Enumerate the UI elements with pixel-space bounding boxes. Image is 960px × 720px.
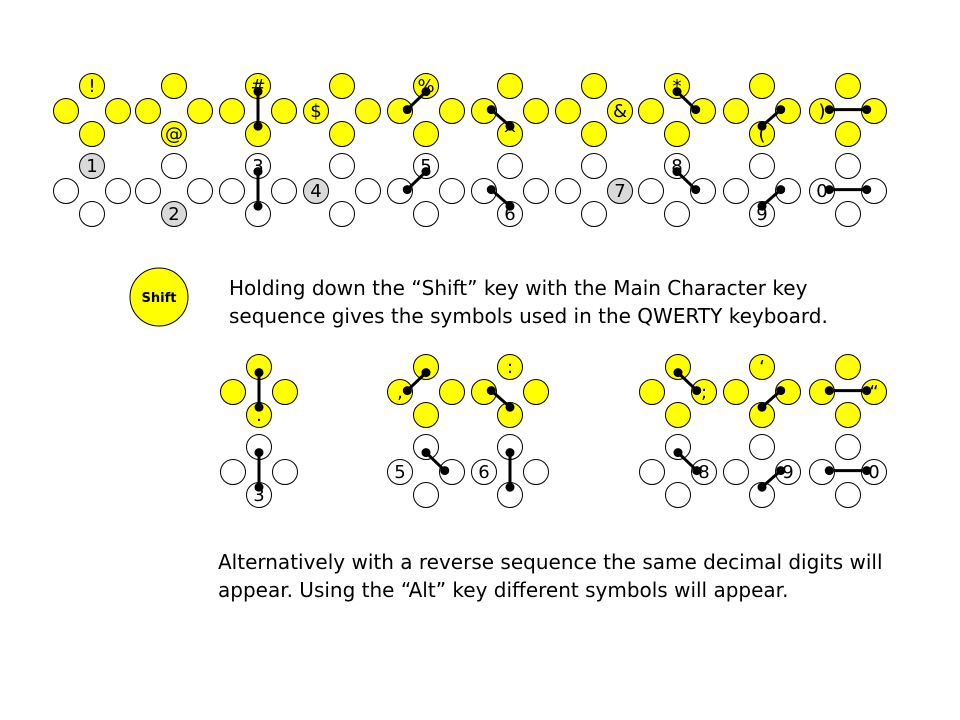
key-circle-t (330, 74, 355, 99)
digit-cluster (304, 154, 381, 227)
stroke-dot (506, 483, 515, 492)
shift-symbol-cluster (220, 74, 297, 147)
key-label: 9 (782, 462, 794, 483)
stroke-dot (674, 368, 683, 377)
key-circle-r (106, 99, 131, 124)
key-circle-b (836, 122, 861, 147)
key-circle-r (440, 99, 465, 124)
key-circle-b (414, 483, 439, 508)
key-circle-b (836, 403, 861, 428)
alt-symbol-cluster (724, 355, 801, 428)
stroke-dot (422, 368, 431, 377)
digit-cluster (54, 154, 131, 227)
stroke-dot (506, 403, 515, 412)
digit-cluster (472, 154, 549, 227)
key-label: ) (818, 101, 826, 122)
alt-symbol-cluster (221, 355, 298, 428)
key-circle-t (836, 355, 861, 380)
key-circle-l (724, 380, 749, 405)
key-circle-l (221, 380, 246, 405)
key-label: 5 (420, 156, 432, 177)
shift-symbol-cluster (304, 74, 381, 147)
alt-digit-cluster (472, 435, 549, 508)
key-circle-r (273, 380, 298, 405)
key-label: 8 (671, 156, 683, 177)
stroke-dot (254, 122, 263, 131)
key-label: ^ (502, 124, 518, 145)
key-label: “ (869, 382, 879, 403)
key-circle-l (640, 380, 665, 405)
key-circle-l (639, 99, 664, 124)
shift-symbol-cluster (472, 74, 549, 147)
key-label: 8 (698, 462, 710, 483)
stroke-dot (862, 105, 871, 114)
key-circle-t (162, 154, 187, 179)
key-circle-t (750, 154, 775, 179)
key-circle-l (724, 179, 749, 204)
stroke-dot (254, 202, 263, 211)
key-circle-t (836, 435, 861, 460)
alt-digit-cluster (388, 435, 465, 508)
key-circle-b (80, 122, 105, 147)
stroke-dot (403, 386, 412, 395)
key-label: ( (758, 124, 766, 145)
stroke-dot (691, 105, 700, 114)
key-circle-b (582, 122, 607, 147)
shift-description: Holding down the “Shift” key with the Main Character key sequence gives the symbols used in the QWERTY keyboard. (229, 276, 828, 328)
key-circle-l (136, 179, 161, 204)
stroke-dot (758, 403, 767, 412)
key-label: # (250, 76, 266, 97)
stroke-dot (403, 105, 412, 114)
key-circle-l (639, 179, 664, 204)
digit-cluster (724, 154, 801, 227)
stroke-dot (487, 105, 496, 114)
stroke-dot (506, 448, 515, 457)
digit-cluster (810, 154, 887, 227)
key-label: @ (165, 124, 183, 145)
key-circle-l (220, 179, 245, 204)
stroke-dot (825, 466, 834, 475)
key-circle-l (556, 179, 581, 204)
key-circle-b (330, 122, 355, 147)
key-circle-t (750, 74, 775, 99)
stroke-dot (758, 483, 767, 492)
shift-symbol-cluster (724, 74, 801, 147)
key-circle-l (640, 460, 665, 485)
key-circle-l (54, 179, 79, 204)
alt-symbol-cluster (640, 355, 717, 428)
key-label: 5 (394, 462, 406, 483)
key-circle-b (665, 202, 690, 227)
key-circle-r (188, 99, 213, 124)
key-circle-r (440, 179, 465, 204)
stroke-dot (691, 185, 700, 194)
key-label: . (256, 405, 262, 426)
stroke-dot (403, 185, 412, 194)
shift-symbol-cluster (556, 74, 633, 147)
key-label: & (612, 101, 628, 122)
digit-cluster (639, 154, 716, 227)
key-circle-b (80, 202, 105, 227)
key-label: $ (310, 101, 322, 122)
alt-symbol-cluster (388, 355, 465, 428)
stroke-dot (825, 386, 834, 395)
key-label: : (506, 357, 514, 378)
stroke-dot (255, 448, 264, 457)
key-label: 6 (504, 204, 516, 225)
key-circle-r (106, 179, 131, 204)
key-label: 9 (756, 204, 768, 225)
shift-key-label: Shift (141, 291, 177, 306)
key-label: ! (88, 76, 96, 97)
key-circle-r (440, 380, 465, 405)
key-circle-r (524, 179, 549, 204)
key-circle-b (330, 202, 355, 227)
key-circle-r (188, 179, 213, 204)
stroke-dot (776, 386, 785, 395)
alt-digit-cluster (724, 435, 801, 508)
key-circle-r (524, 460, 549, 485)
key-circle-l (724, 460, 749, 485)
key-circle-l (54, 99, 79, 124)
key-label: % (417, 76, 435, 97)
digit-cluster (220, 154, 297, 227)
key-circle-b (665, 122, 690, 147)
stroke-dot (674, 448, 683, 457)
alt-symbol-cluster (472, 355, 549, 428)
stroke-dot (440, 466, 449, 475)
key-label: 3 (253, 485, 265, 506)
key-circle-b (414, 122, 439, 147)
key-circle-t (836, 74, 861, 99)
digit-cluster (388, 154, 465, 227)
alt-digit-cluster (221, 435, 298, 508)
key-label: ‘ (759, 357, 765, 378)
alt-digit-cluster (810, 435, 887, 508)
key-circle-r (356, 179, 381, 204)
key-label: , (397, 382, 403, 403)
key-label: 0 (816, 181, 828, 202)
key-circle-l (724, 99, 749, 124)
shift-symbol-cluster (639, 74, 716, 147)
key-label: 0 (868, 462, 880, 483)
key-label: 2 (168, 204, 180, 225)
key-label: 1 (86, 156, 98, 177)
key-label: 6 (478, 462, 490, 483)
key-circle-l (556, 99, 581, 124)
key-label: ; (700, 382, 708, 403)
stroke-dot (422, 448, 431, 457)
key-circle-t (582, 154, 607, 179)
shift-symbol-cluster (388, 74, 465, 147)
alt-digit-cluster (640, 435, 717, 508)
key-label: 4 (310, 181, 322, 202)
stroke-dot (487, 386, 496, 395)
key-circle-l (220, 99, 245, 124)
shift-symbol-cluster (136, 74, 213, 147)
alt-description: Alternatively with a reverse sequence the same decimal digits will appear. Using the “Alt” key different symbols will appear. (218, 550, 883, 602)
key-circle-b (414, 202, 439, 227)
stroke-dot (255, 368, 264, 377)
key-circle-t (162, 74, 187, 99)
key-circle-l (221, 460, 246, 485)
shift-key (130, 268, 188, 326)
key-circle-b (666, 483, 691, 508)
key-circle-r (272, 99, 297, 124)
key-circle-b (666, 403, 691, 428)
key-label: 3 (252, 156, 264, 177)
shift-symbol-cluster (810, 74, 887, 147)
key-circle-r (273, 460, 298, 485)
shift-symbol-cluster (54, 74, 131, 147)
alt-symbol-cluster (810, 355, 887, 428)
stroke-dot (862, 185, 871, 194)
key-label: 7 (614, 181, 626, 202)
stroke-dot (776, 105, 785, 114)
stroke-dot (487, 185, 496, 194)
key-label: * (672, 76, 682, 97)
key-circle-b (582, 202, 607, 227)
stroke-dot (776, 185, 785, 194)
key-circle-b (414, 403, 439, 428)
key-circle-t (330, 154, 355, 179)
key-circle-l (136, 99, 161, 124)
key-circle-r (524, 99, 549, 124)
digit-cluster (136, 154, 213, 227)
key-circle-r (272, 179, 297, 204)
key-circle-t (836, 154, 861, 179)
digit-cluster (556, 154, 633, 227)
stroke-dot (692, 386, 701, 395)
key-circle-t (582, 74, 607, 99)
key-circle-t (750, 435, 775, 460)
key-circle-b (836, 202, 861, 227)
key-circle-t (498, 154, 523, 179)
key-circle-r (356, 99, 381, 124)
key-circle-t (498, 74, 523, 99)
key-circle-b (836, 483, 861, 508)
stroke-dot (825, 105, 834, 114)
key-circle-r (524, 380, 549, 405)
